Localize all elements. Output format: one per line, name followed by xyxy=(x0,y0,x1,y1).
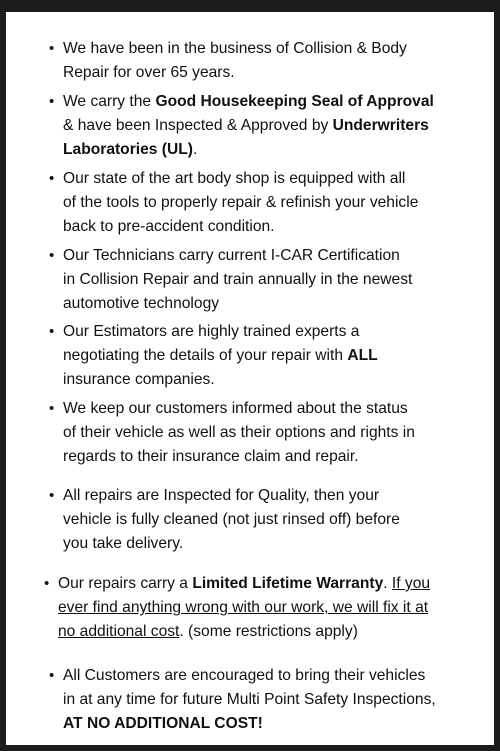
item-text-line xyxy=(63,344,483,368)
list-item xyxy=(49,664,493,737)
bullet-icon: • xyxy=(44,575,50,592)
bullet-icon: • xyxy=(49,40,55,57)
bullet-icon: • xyxy=(49,247,55,264)
item-text-line: All Customers are encouraged to bring their vehicles xyxy=(63,667,426,684)
item-text: . xyxy=(192,141,198,159)
list-item xyxy=(49,484,483,557)
item-text-line: you take delivery. xyxy=(63,535,184,553)
item-text-line: Our state of the art body shop is equipped with all xyxy=(63,170,406,187)
item-text-line xyxy=(63,90,483,114)
item-text: Our repairs carry a xyxy=(58,575,193,592)
guarantee-text: If you xyxy=(391,575,431,592)
item-text: & have been Inspected & Approved by xyxy=(63,117,333,135)
guarantee-text: ever find anything wrong with our work, we will fix it at xyxy=(58,599,429,617)
item-text: negotiating the details of your repair with xyxy=(63,347,348,365)
item-text-line: Our Estimators are highly trained experts a xyxy=(63,323,360,340)
emphasis-text: AT NO ADDITIONAL COST! xyxy=(63,715,263,733)
item-text-line: We keep our customers informed about the status xyxy=(63,400,408,417)
bullet-icon: • xyxy=(49,667,55,684)
item-text-line xyxy=(58,572,488,596)
item-text-line: of the tools to properly repair & refinish your vehicle xyxy=(63,194,419,212)
item-text-line: We have been in the business of Collision & Body xyxy=(63,40,407,57)
item-text-line: regards to their insurance claim and repair. xyxy=(63,448,359,466)
item-text-line: in at any time for future Multi Point Safety Inspections, xyxy=(63,691,436,709)
item-text: . xyxy=(383,575,392,592)
item-text-line: in Collision Repair and train annually in the newest xyxy=(63,271,413,289)
list-item xyxy=(49,244,483,317)
list-item xyxy=(49,167,483,240)
item-text-line: insurance companies. xyxy=(63,371,215,389)
list-item xyxy=(49,37,483,85)
item-text-line: automotive technology xyxy=(63,295,220,313)
lab-name: Laboratories (UL) xyxy=(63,141,193,159)
bullet-icon: • xyxy=(49,400,55,417)
list-item xyxy=(49,397,483,470)
warranty-name: Limited Lifetime Warranty xyxy=(192,575,384,592)
item-text-line xyxy=(58,620,488,644)
bullet-icon: • xyxy=(49,93,55,110)
bullet-icon: • xyxy=(49,170,55,187)
list-item xyxy=(49,320,483,393)
lab-name: Underwriters xyxy=(332,117,429,135)
item-text-line: Our Technicians carry current I-CAR Certification xyxy=(63,247,400,264)
bullet-icon: • xyxy=(49,323,55,340)
item-text-line: back to pre-accident condition. xyxy=(63,218,275,236)
item-text-line: All repairs are Inspected for Quality, then your xyxy=(63,487,380,504)
item-text-line: vehicle is fully cleaned (not just rinsed off) before xyxy=(63,511,400,529)
emphasis-text: ALL xyxy=(347,347,378,365)
item-text-line xyxy=(63,138,483,162)
bullet-icon: • xyxy=(49,487,55,504)
item-text-line: of their vehicle as well as their options and rights in xyxy=(63,424,415,442)
guarantee-text: no additional cost xyxy=(58,623,180,641)
item-text: . (some restrictions apply) xyxy=(179,623,358,641)
item-text: We carry the xyxy=(63,93,156,110)
item-text-line: Repair for over 65 years. xyxy=(63,64,235,82)
item-text-line xyxy=(63,114,483,138)
list-item xyxy=(44,572,488,645)
list-item xyxy=(49,90,483,163)
seal-name: Good Housekeeping Seal of Approval xyxy=(155,93,434,110)
